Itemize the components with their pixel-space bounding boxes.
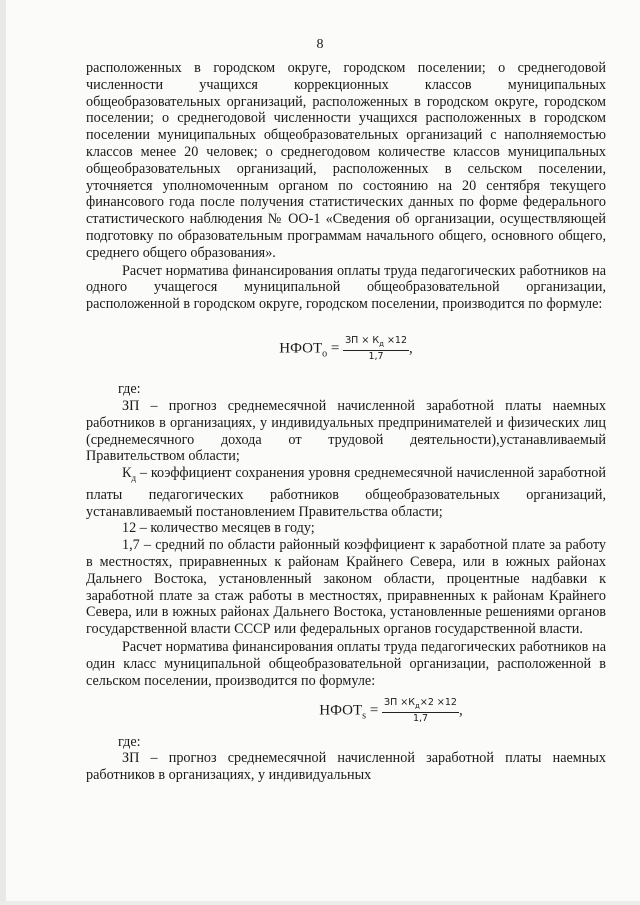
formula-denominator: 1,7 bbox=[368, 350, 384, 362]
definition-17: 1,7 – средний по области районный коэффициент к заработной плате за работу в местностях, приравненных к районам Крайнего Севера, или в южных районах Дальнего Востока, установленный законом области, процентные надбавки к заработной плате за стаж работы в местностях, приравненных к районам Крайнего Севера, или в южных районах Дальнего Востока, установленные решениями органов государственной власти СССР или федеральных органов государственной власти. bbox=[86, 537, 606, 638]
formula-fraction bbox=[343, 335, 409, 363]
where-label-2: где: bbox=[118, 733, 141, 750]
paragraph-3: Расчет норматива финансирования оплаты труда педагогических работников на один класс муниципальной общеобразовательной организации, расположенной в сельском поселении, производится по формуле: bbox=[86, 638, 606, 689]
definition-zp-2: ЗП – прогноз среднемесячной начисленной заработной платы наемных работников в организациях, у индивидуальных bbox=[86, 750, 606, 784]
formula-lhs: НФОТ bbox=[279, 340, 323, 357]
formula-numerator: ЗП × $К_д \times 12$ bbox=[343, 335, 409, 351]
formula-nfot-s: $НФОТ_s$ = $\frac{ЗП \times К_д\times 2 \times 12}{1,7}$ , bbox=[319, 697, 463, 725]
scan-edge-bottom bbox=[0, 901, 640, 905]
formula2-numerator: ЗП $\times К_д\times 2 \times 12$ bbox=[382, 697, 459, 713]
where-label: где: bbox=[118, 381, 141, 398]
formula-nfot-o: $НФОТ_о$ = $\frac{ЗП \times К_д \times 12}{1,7}$ , bbox=[279, 334, 413, 362]
formula2-lhs-sub: s bbox=[362, 710, 367, 722]
paragraph-1: расположенных в городском округе, городском поселении; о среднегодовой численности учащихся коррекционных классов муниципальных общеобразовательных организаций, расположенных в городском округе, городском поселении; о среднегодовой численности учащихся расположенных в городском поселении муниципальных общеобразовательных организаций с наполняемостью классов менее 20 человек; о среднегодовом количестве классов муниципальных общеобразовательных организаций, расположенных в сельском поселении, уточняется уполномоченным органом по состоянию на 20 сентября текущего финансового года после получения статистических данных по форме федерального статистического наблюдения № ОО-1 «Сведения об организации, осуществляющей подготовку по образовательным программам начального общего, основного общего, среднего общего образования». bbox=[86, 60, 606, 261]
formula-lhs-sub: о bbox=[322, 348, 328, 360]
formula2-fraction bbox=[382, 697, 459, 725]
scan-edge bbox=[0, 0, 6, 905]
paragraph-2: Расчет норматива финансирования оплаты труда педагогических работников на одного учащегося муниципальной общеобразовательной организации, расположенной в городском округе, городском поселении, производится по формуле: bbox=[86, 262, 606, 313]
definition-12: 12 – количество месяцев в году; bbox=[122, 520, 315, 537]
document-body bbox=[86, 60, 606, 784]
definition-kd: $К_д$ – коэффициент сохранения уровня среднемесячной начисленной заработной платы педагогических работников общеобразовательных организаций, устанавливаемый постановлением Правительства области; bbox=[86, 465, 606, 520]
definition-zp: ЗП – прогноз среднемесячной начисленной заработной платы наемных работников в организациях, у индивидуальных предпринимателей и физических лиц (среднемесячного дохода от трудовой деятельности),устанавливаемый Правительством области; bbox=[86, 397, 606, 465]
formula2-lhs: НФОТ bbox=[319, 702, 363, 719]
page-number: 8 bbox=[316, 37, 324, 52]
formula2-denominator: 1,7 bbox=[412, 713, 429, 725]
